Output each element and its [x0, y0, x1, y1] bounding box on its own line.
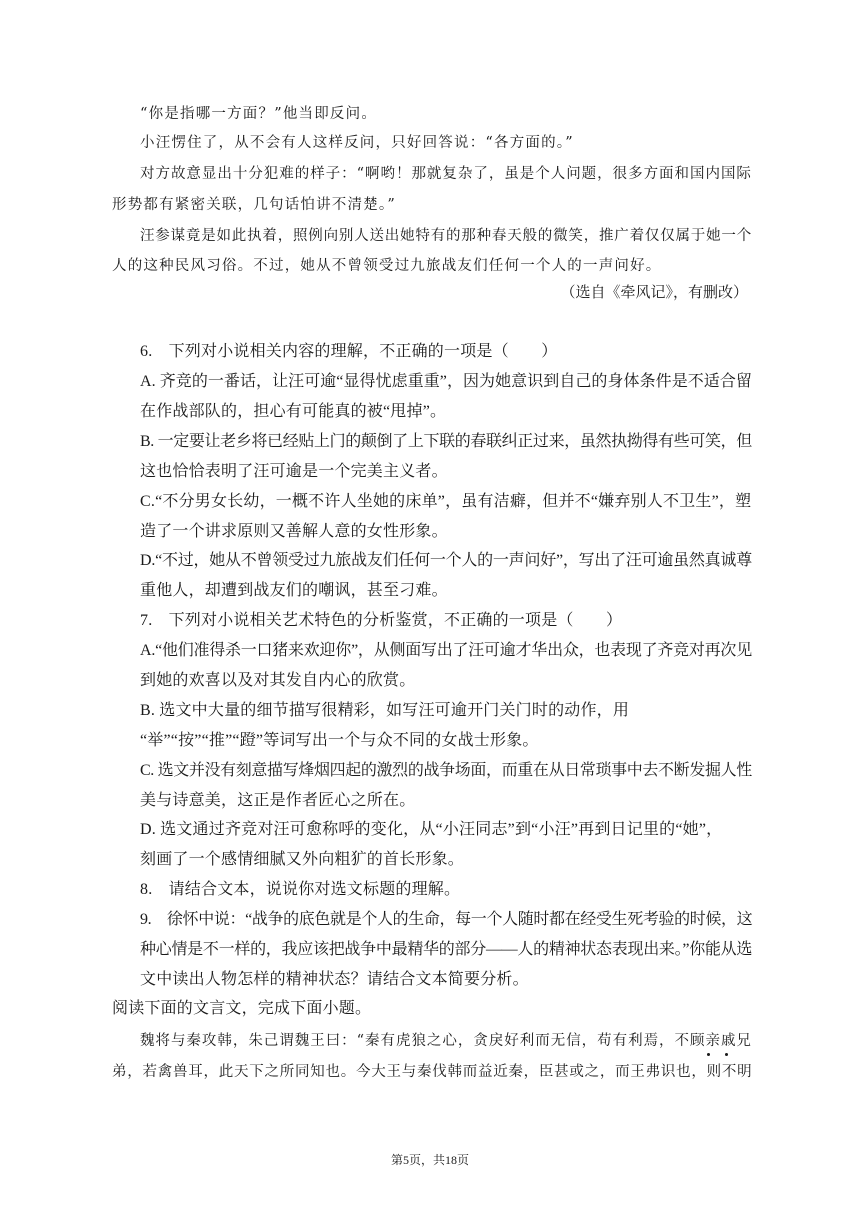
question-6-stem: 6. 下列对小说相关内容的理解，不正确的一项是（ ）: [140, 343, 558, 360]
question-line: 在作战部队的，担心有可能真的被“甩掉”。: [140, 403, 447, 420]
classical-text-line: 魏将与秦攻韩，朱己谓魏王曰：“秦有虎狼之心，贪戾好利而无信，苟有利焉，不顾亲戚兄: [140, 1033, 752, 1049]
question-line: 这也恰恰表明了汪可逾是一个完美主义者。: [140, 463, 448, 480]
question-6-option-d: D.“不过，她从不曾领受过九旅战友们任何一个人的一声问好”，写出了汪可逾虽然真诚尊: [140, 552, 752, 569]
question-9: 9. 徐怀中说：“战争的底色就是个人的生命，每一个人随时都在经受生死考验的时候，这: [140, 911, 753, 928]
emphasis-dot: [707, 1053, 710, 1056]
classical-text-line: 弟，若禽兽耳，此天下之所同知也。今大王与秦伐韩而益近秦，臣甚或之，而王弗识也，则不明: [112, 1064, 753, 1080]
passage-line: 对方故意显出十分犯难的样子：“啊哟！那就复杂了，虽是个人问题，很多方面和国内国际: [140, 166, 752, 182]
question-7-option-a: A.“他们准得杀一口猪来欢迎你”，从侧面写出了汪可逾才华出众，也表现了齐竞对再次见: [140, 642, 752, 659]
question-8: 8. 请结合文本，说说你对选文标题的理解。: [140, 881, 461, 898]
question-line: 到她的欢喜以及对其发自内心的欣赏。: [140, 672, 416, 689]
question-6-option-c: C.“不分男女长幼，一概不许人坐她的床单”，虽有洁癖，但并不“嫌弃别人不卫生”，塑: [140, 493, 752, 510]
question-line: 文中读出人物怎样的精神状态？请结合文本简要分析。: [140, 971, 529, 988]
question-6-option-a: A. 齐竞的一番话，让汪可逾“显得忧虑重重”，因为她意识到自己的身体条件是不适合留: [140, 373, 752, 390]
question-7-stem: 7. 下列对小说相关艺术特色的分析鉴赏，不正确的一项是（ ）: [140, 612, 623, 629]
passage-line: “你是指哪一方面？”他当即反问。: [140, 106, 378, 122]
question-line: “举”“按”“推”“蹬”等词写出一个与众不同的女战士形象。: [140, 732, 539, 749]
question-line: 重他人，却遭到战友们的嘲讽，甚至刁难。: [140, 582, 448, 599]
question-line: 美与诗意美，这正是作者匠心之所在。: [140, 792, 416, 809]
source-note: （选自《牵风记》，有删改）: [560, 283, 748, 301]
question-7-option-c: C. 选文并没有刻意描写烽烟四起的激烈的战争场面，而重在从日常琐事中去不断发掘人性: [140, 762, 752, 779]
reading-instruction: 阅读下面的文言文，完成下面小题。: [112, 1000, 372, 1017]
question-6-option-b: B. 一定要让老乡将已经贴上门的颠倒了上下联的春联纠正过来，虽然执拗得有些可笑，但: [140, 433, 752, 450]
passage-line: 小汪愣住了，从不会有人这样反问，只好回答说：“各方面的。”: [140, 135, 574, 151]
question-line: 种心情是不一样的，我应该把战争中最精华的部分——人的精神状态表现出来。”你能从选: [140, 941, 753, 958]
question-7-option-b: B. 选文中大量的细节描写很精彩，如写汪可逾开门关门时的动作，用: [140, 702, 630, 719]
passage-line: 形势都有紧密关联，几句话怕讲不清楚。”: [112, 197, 396, 213]
question-7-option-d: D. 选文通过齐竞对汪可愈称呼的变化，从“小汪同志”到“小汪”再到日记里的“她”，: [140, 821, 723, 838]
question-line: 刻画了一个感情细腻又外向粗犷的首长形象。: [140, 851, 465, 868]
page-footer: 第5页，共18页: [390, 1153, 469, 1167]
emphasis-dot: [725, 1053, 728, 1056]
passage-line: 人的这种民风习俗。不过，她从不曾领受过九旅战友们任何一个人的一声问好。: [112, 258, 662, 274]
question-line: 造了一个讲求原则又善解人意的女性形象。: [140, 523, 448, 540]
passage-line: 汪参谋竟是如此执着，照例向别人送出她特有的那种春天般的微笑，推广着仅仅属于她一个: [140, 228, 752, 244]
